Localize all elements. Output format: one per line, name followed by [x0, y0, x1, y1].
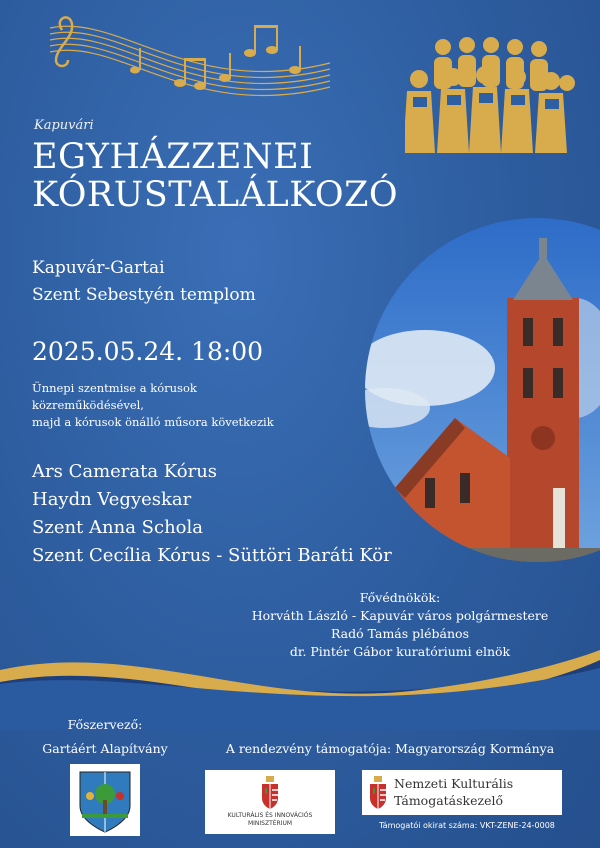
nkt-logo-text-line-1: Nemzeti Kulturális: [394, 776, 514, 791]
venue-line-2: Szent Sebestyén templom: [32, 285, 256, 305]
hungarian-coat-of-arms-icon: [260, 776, 280, 810]
grant-document-number: Támogatói okirat száma: VKT-ZENE-24-0008: [379, 821, 555, 830]
organizer-title: Főszervező:: [67, 717, 143, 732]
patron-item: Radó Tamás plébános: [330, 626, 469, 641]
choir-item: Ars Camerata Kórus: [32, 461, 218, 482]
event-description-line: Ünnepi szentmise a kórusok: [32, 381, 197, 395]
event-description-line: közreműködésével,: [32, 398, 144, 412]
patrons-title: Fővédnökök:: [359, 590, 441, 605]
organizer-name: Gartáért Alapítvány: [42, 741, 168, 756]
ministry-logo-text: KULTURÁLIS ÉS INNOVÁCIÓS MINISZTÉRIUM: [227, 812, 313, 827]
patron-item: Horváth László - Kapuvár város polgármestere: [251, 608, 549, 623]
hungarian-coat-of-arms-icon: [368, 776, 388, 810]
coat-of-arms-icon: [70, 764, 140, 836]
subtitle: Kapuvári: [34, 118, 94, 133]
choir-item: Szent Anna Schola: [32, 517, 203, 538]
page-title-line-1: EGYHÁZZENEI: [32, 137, 314, 177]
church-photo: [365, 218, 600, 563]
choir-item: Haydn Vegyeskar: [32, 489, 192, 510]
event-description-line: majd a kórusok önálló műsora következik: [32, 415, 274, 429]
choir-silhouette-icon: [405, 35, 580, 155]
event-datetime: 2025.05.24. 18:00: [32, 337, 264, 366]
page-title-line-2: KÓRUSTALÁLKOZÓ: [32, 175, 399, 215]
patron-item: dr. Pintér Gábor kuratóriumi elnök: [289, 644, 511, 659]
ministry-logo: [205, 770, 335, 834]
venue-line-1: Kapuvár-Gartai: [32, 258, 165, 278]
nkt-logo-text-line-2: Támogatáskezelő: [394, 793, 504, 808]
music-notes-icon: [40, 8, 340, 108]
choir-item: Szent Cecília Kórus - Süttöri Baráti Kör: [32, 545, 392, 566]
sponsor-text: A rendezvény támogatója: Magyarország Kormánya: [225, 741, 555, 756]
nkt-logo: [362, 770, 562, 815]
